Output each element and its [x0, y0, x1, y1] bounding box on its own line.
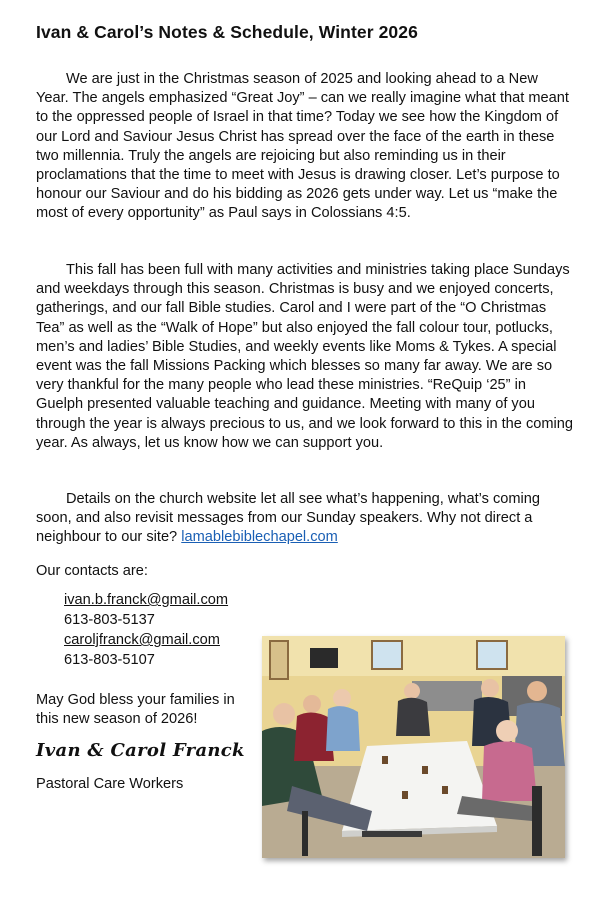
website-link[interactable]: lamablebiblechapel.com [181, 529, 338, 546]
paragraph-fall-activities: This fall has been full with many activities and ministries taking place Sundays and weekdays through this season. Christmas is busy and we enjoyed concerts, gatherings, and our fall Bible studies. Carol and I were part of the “O Christmas Tea” as well as the “Walk of Hope” but also enjoyed the fall colour tour, potlucks, men’s and ladies’ Bible Studies, and weekly events like Moms & Tykes. A special event was the fall Missions Packing which blesses so many far away. We are so very thankful for the many people who lead these ministries. “ReQuip ‘25” in Guelph presented valuable teaching and guidance. Meeting with many of you through the year is always precious to us, and we look forward to this in the coming year. As always, let us know how we can support you. [36, 262, 574, 451]
paragraph-website [36, 490, 574, 548]
phone-ivan: 613-803-5137 [64, 612, 155, 628]
role-text: Pastoral Care Workers [36, 776, 184, 792]
email-carol[interactable]: caroljfranck@gmail.com [64, 632, 220, 648]
paragraph-christmas: We are just in the Christmas season of 2025 and looking ahead to a New Year. The angels emphasized “Great Joy” – can we really imagine what that meant to the oppressed people of Israel in that time? Today we see how the Kingdom of our Lord and Saviour Jesus Christ has spread over the face of the earth in these two millennia. Truly the angels are rejoicing but also reminding us in their proclamations that the time to meet with Jesus is drawing closer. Let’s purpose to honour our Saviour and do his bidding as 2026 gets under way. Let us “make the most of every opportunity” as Paul says in Colossians 4:5. [36, 71, 569, 222]
phone-carol: 613-803-5107 [64, 652, 155, 668]
group-photo [262, 636, 565, 858]
contacts-label: Our contacts are: [36, 563, 148, 579]
signature: Ivan & Carol Franck [36, 740, 245, 761]
email-ivan[interactable]: ivan.b.franck@gmail.com [64, 592, 229, 608]
website-text: Details on the church website let all see what’s happening, what’s coming soon, and also revisit messages from our Sunday speakers. Why not direct a neighbour to our site? [36, 491, 541, 546]
blessing-text: May God bless your families in this new season of 2026! [36, 692, 235, 728]
page-title: Ivan & Carol’s Notes & Schedule, Winter 2026 [36, 22, 418, 42]
